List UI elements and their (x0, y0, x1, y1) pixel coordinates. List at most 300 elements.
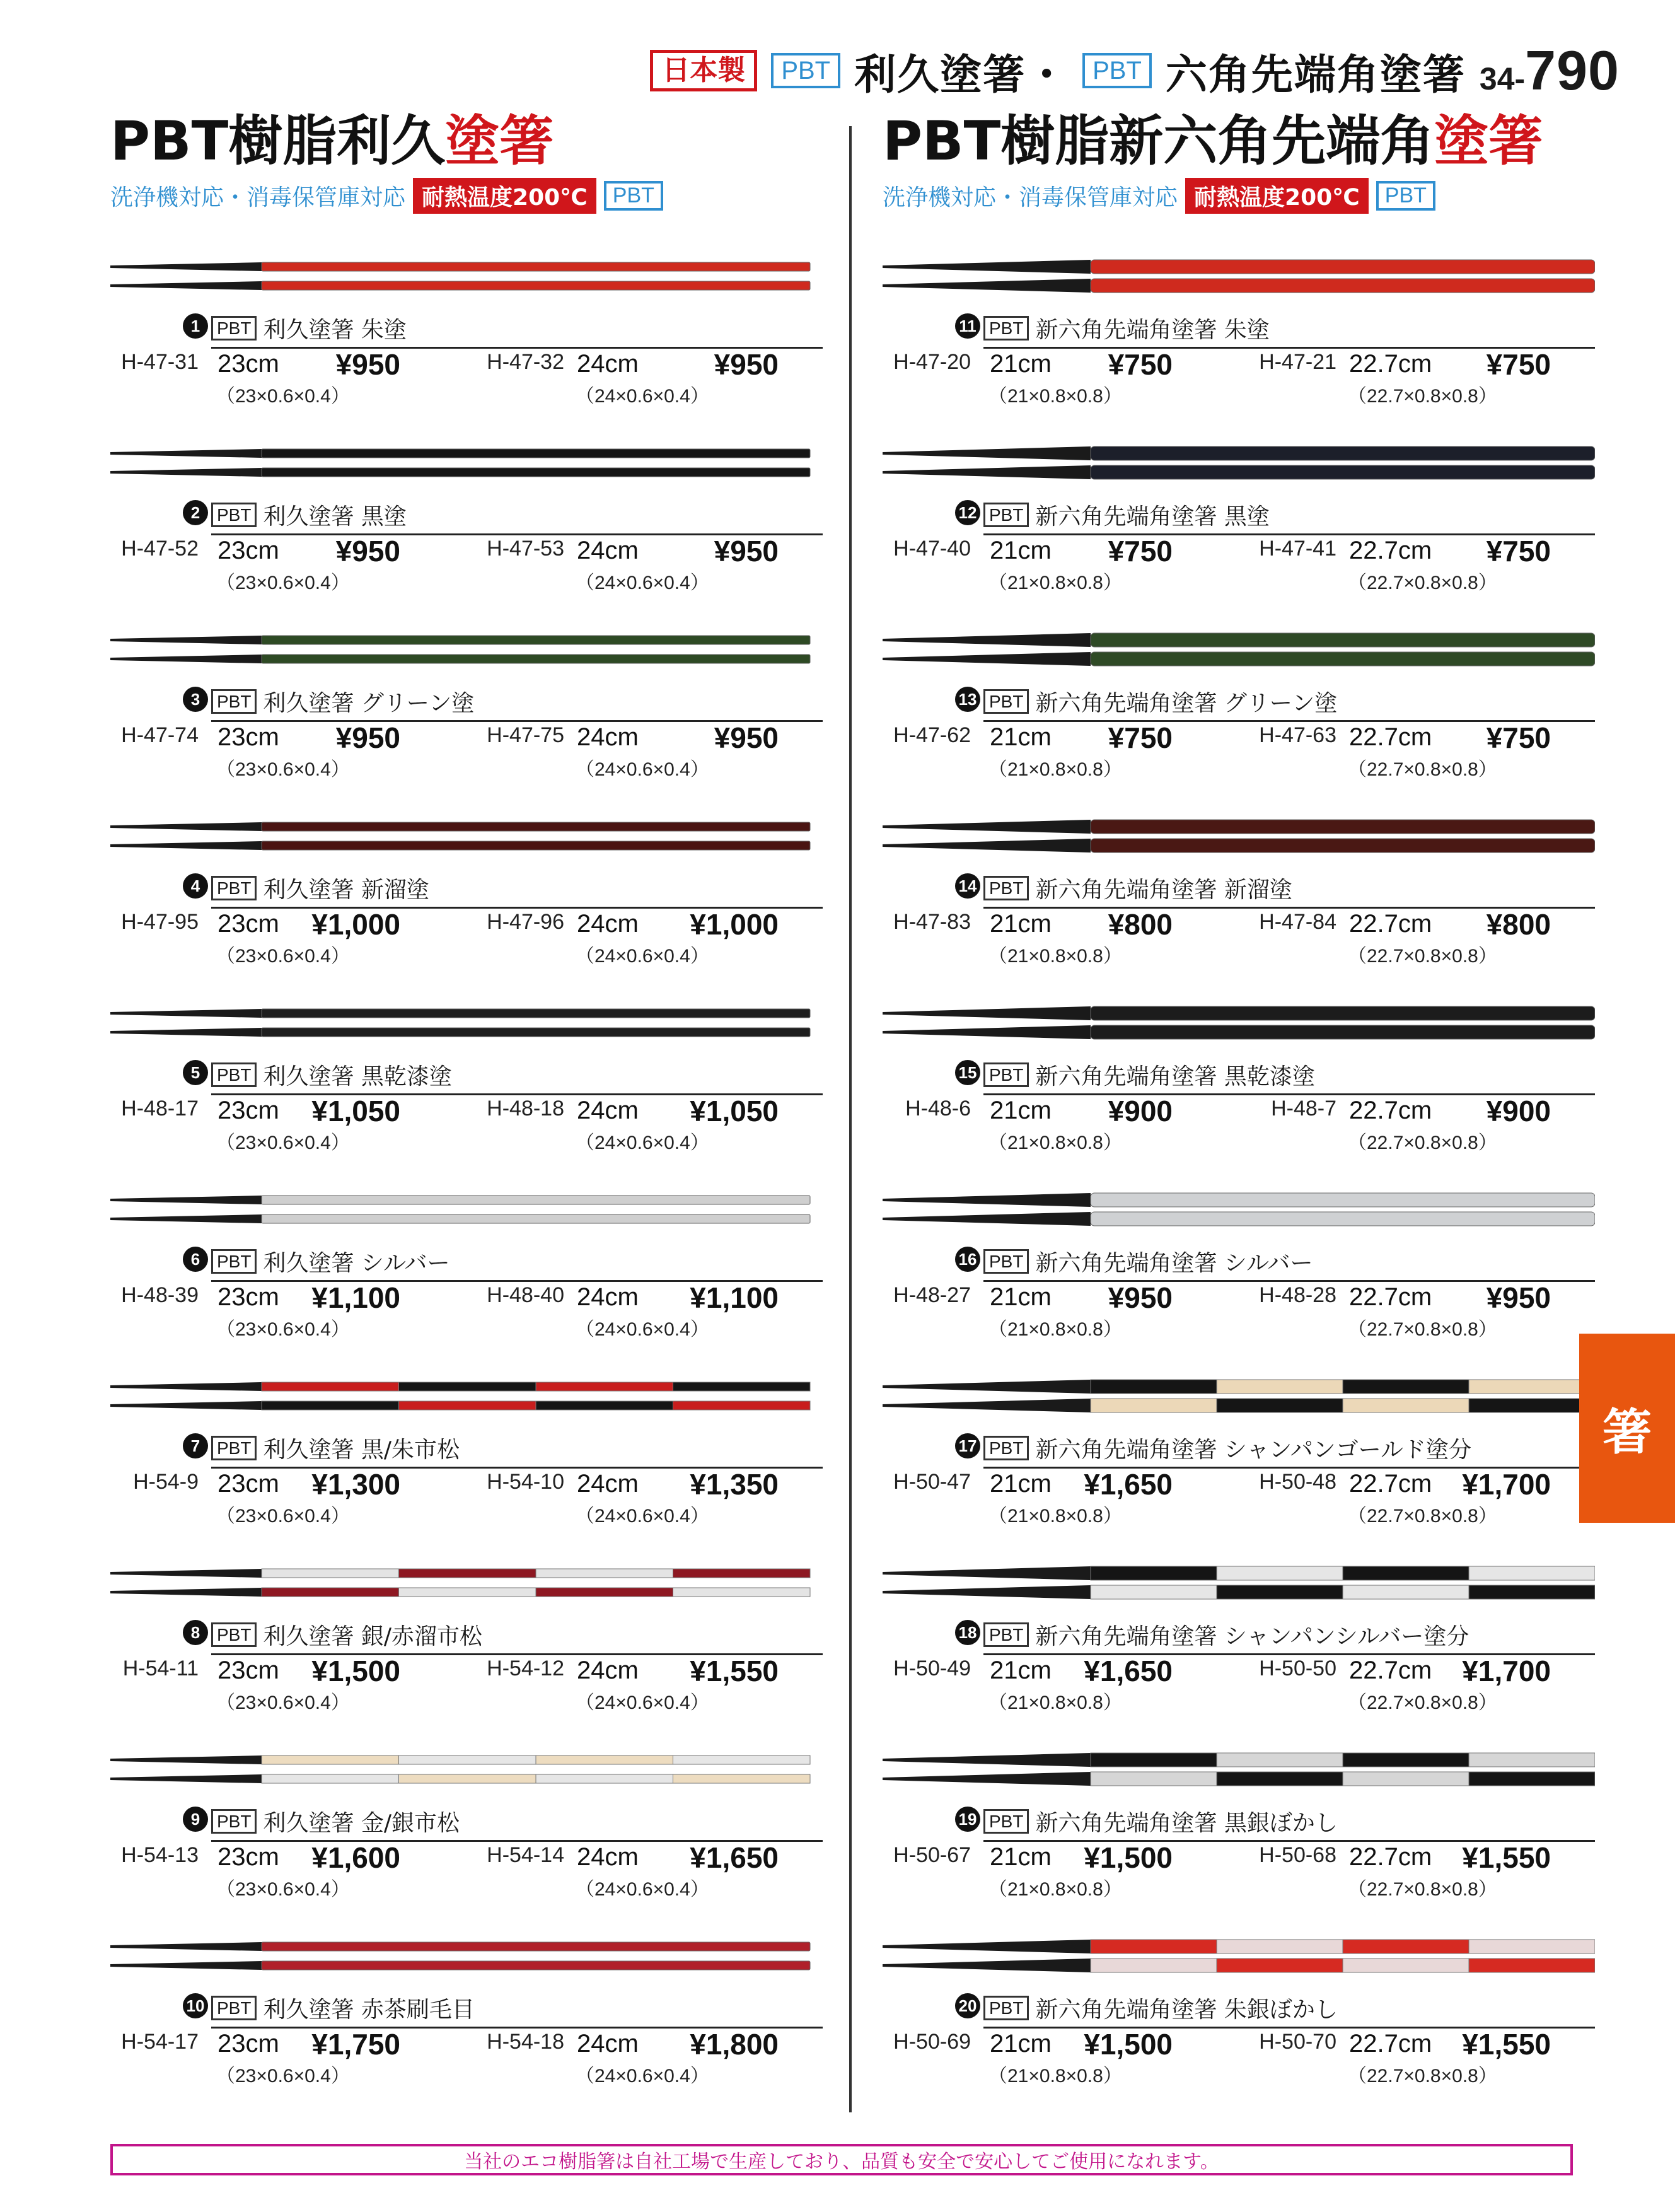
title-text: PBT樹脂利久 (110, 110, 446, 173)
item-number-badge: 15 (955, 1060, 980, 1085)
chopstick-tip (110, 1382, 262, 1391)
chopstick-segment (1343, 1585, 1469, 1599)
chopstick-body (262, 281, 810, 290)
product-variants (883, 1283, 1633, 1340)
product-length: 23cm (217, 1283, 279, 1311)
pbt-badge: PBT (1376, 181, 1435, 211)
product-price: ¥750 (1108, 721, 1173, 754)
chopstick-segment (536, 1401, 673, 1410)
chopstick-body (262, 636, 810, 644)
chopstick (883, 465, 1595, 479)
product-price: ¥1,550 (1462, 1841, 1551, 1874)
chopsticks-image (883, 255, 1595, 300)
pbt-tag: PBT (211, 876, 257, 901)
product-name-line (190, 312, 823, 349)
chopstick (110, 841, 810, 850)
product-length: 22.7cm (1349, 1097, 1432, 1124)
product-length: 21cm (990, 2030, 1052, 2058)
pbt-tag: PBT (983, 503, 1029, 528)
chopstick (883, 1193, 1595, 1207)
product-length: 23cm (217, 1097, 279, 1124)
chopstick-segment (1217, 1940, 1343, 1953)
product-dimensions: （24×0.6×0.4） (576, 2066, 709, 2087)
product-code: H-47-62 (893, 723, 971, 747)
pbt-tag: PBT (211, 1249, 257, 1274)
chopstick (110, 1569, 810, 1578)
chopstick (110, 822, 810, 831)
chopstick-body (1091, 839, 1595, 853)
product-price: ¥750 (1486, 721, 1551, 754)
product-item (883, 255, 1633, 442)
chopsticks-image (110, 1749, 823, 1793)
product-variants (883, 1097, 1633, 1153)
chopstick-body (262, 1196, 810, 1204)
chopstick (110, 449, 810, 458)
chopstick (110, 281, 810, 290)
product-name: 利久塗箸 シルバー (263, 1250, 450, 1276)
item-number-badge: 9 (183, 1807, 208, 1832)
product-length: 21cm (990, 1283, 1052, 1311)
product-dimensions: （21×0.8×0.8） (988, 1879, 1122, 1900)
chopstick-segment (673, 1588, 811, 1597)
chopstick (110, 1588, 810, 1597)
product-variants (110, 2030, 861, 2087)
product-dimensions: （23×0.6×0.4） (216, 1132, 350, 1153)
product-length: 22.7cm (1349, 2030, 1432, 2058)
product-price: ¥1,100 (690, 1281, 779, 1314)
chopstick-body (1091, 633, 1595, 647)
chopstick-segment (399, 1401, 536, 1410)
product-length: 21cm (990, 350, 1052, 378)
chopstick (883, 839, 1595, 853)
product-item (110, 1002, 861, 1189)
product-code: H-48-7 (1271, 1097, 1336, 1121)
chopstick-tip (883, 633, 1091, 647)
chopstick-body (1091, 1193, 1595, 1207)
product-item (110, 1189, 861, 1375)
product-variants (110, 1470, 861, 1527)
chopstick-tip (883, 1193, 1091, 1207)
product-price: ¥950 (335, 348, 400, 381)
product-item (883, 1002, 1633, 1189)
chopstick-tip (110, 822, 262, 831)
chopstick-body (1091, 279, 1595, 293)
product-variants (110, 537, 861, 593)
product-dimensions: （22.7×0.8×0.8） (1348, 1319, 1497, 1340)
product-code: H-48-28 (1259, 1283, 1336, 1307)
product-price: ¥800 (1108, 908, 1173, 941)
product-length: 23cm (217, 1656, 279, 1684)
product-item (110, 1935, 861, 2122)
item-number-badge: 18 (955, 1620, 980, 1645)
chopstick-tip (110, 1214, 262, 1223)
product-name: 新六角先端角塗箸 黒乾漆塗 (1035, 1064, 1315, 1090)
product-length: 23cm (217, 723, 279, 751)
chopstick-segment (1091, 1566, 1217, 1580)
pbt-tag: PBT (983, 1062, 1029, 1088)
product-price: ¥1,700 (1462, 1468, 1551, 1501)
right-features (883, 178, 1633, 214)
chopstick-segment (262, 1755, 399, 1764)
product-item (883, 1189, 1633, 1375)
chopstick-segment (1343, 1399, 1469, 1412)
product-price: ¥950 (714, 348, 779, 381)
pbt-tag: PBT (211, 316, 257, 341)
chopstick-body (262, 1028, 810, 1037)
product-item (883, 1375, 1633, 1562)
pbt-tag: PBT (983, 689, 1029, 714)
chopstick-segment (399, 1588, 536, 1597)
product-length: 22.7cm (1349, 1283, 1432, 1311)
chopstick (883, 446, 1595, 460)
chopsticks-image (883, 1749, 1595, 1793)
page-number-value: 790 (1525, 39, 1620, 102)
product-name: 利久塗箸 銀/赤溜市松 (263, 1624, 483, 1650)
product-price: ¥1,750 (311, 2028, 400, 2061)
product-code: H-54-18 (487, 2030, 564, 2054)
product-dimensions: （24×0.6×0.4） (576, 386, 709, 407)
chopstick-tip (110, 1401, 262, 1410)
product-name-line (190, 499, 823, 535)
chopstick-body (1091, 465, 1595, 479)
chopstick-segment (1217, 1959, 1343, 1972)
item-number-badge: 10 (183, 1993, 208, 2018)
product-price: ¥950 (714, 535, 779, 568)
chopstick-segment (673, 1755, 811, 1764)
product-dimensions: （24×0.6×0.4） (576, 759, 709, 780)
product-length: 24cm (577, 1843, 639, 1871)
chopstick-body (262, 468, 810, 477)
product-item (883, 1749, 1633, 1935)
product-price: ¥1,800 (690, 2028, 779, 2061)
chopstick-segment (1343, 1940, 1469, 1953)
chopstick-segment (1091, 1772, 1217, 1786)
chopstick-tip (883, 1399, 1091, 1412)
chopstick-body (1091, 820, 1595, 834)
chopstick (110, 1961, 810, 1970)
product-length: 22.7cm (1349, 350, 1432, 378)
chopstick-tip (883, 1772, 1091, 1786)
product-dimensions: （23×0.6×0.4） (216, 386, 350, 407)
chopstick-segment (1091, 1753, 1217, 1767)
chopsticks-image (883, 1002, 1595, 1046)
product-length: 24cm (577, 1283, 639, 1311)
product-code: H-47-41 (1259, 537, 1336, 561)
chopstick (883, 1399, 1595, 1412)
product-price: ¥950 (335, 721, 400, 754)
product-price: ¥1,050 (690, 1095, 779, 1127)
product-name: 新六角先端角塗箸 シャンパンゴールド塗分 (1035, 1437, 1471, 1463)
product-price: ¥1,000 (311, 908, 400, 941)
product-name: 利久塗箸 新溜塗 (263, 877, 429, 903)
product-name: 新六角先端角塗箸 朱銀ぼかし (1035, 1997, 1338, 2023)
product-variants (883, 723, 1633, 780)
pbt-tag: PBT (983, 876, 1029, 901)
product-name-line (958, 1992, 1595, 2029)
chopstick-tip (883, 652, 1091, 666)
product-code: H-48-6 (905, 1097, 971, 1121)
chopsticks-image (883, 629, 1595, 673)
pbt-tag: PBT (211, 1996, 257, 2021)
product-name: 利久塗箸 黒塗 (263, 504, 407, 530)
chopstick-segment (1343, 1753, 1469, 1767)
product-dimensions: （21×0.8×0.8） (988, 759, 1122, 780)
product-code: H-54-14 (487, 1843, 564, 1867)
chopstick-segment (1469, 1940, 1595, 1953)
chopstick-tip (883, 260, 1091, 274)
left-column-title (110, 110, 861, 173)
chopstick-segment (1091, 1399, 1217, 1412)
product-name-line (959, 312, 1595, 349)
item-number-badge: 14 (955, 873, 980, 899)
chopstick-segment (1469, 1753, 1595, 1767)
chopsticks-image (110, 1935, 823, 1979)
product-length: 23cm (217, 1470, 279, 1498)
chopstick-segment (262, 1588, 399, 1597)
chopstick-segment (1091, 1940, 1217, 1953)
product-price: ¥950 (1486, 1281, 1551, 1314)
chopstick-body (1091, 446, 1595, 460)
product-length: 24cm (577, 537, 639, 564)
chopstick-segment (1217, 1566, 1343, 1580)
product-price: ¥1,550 (690, 1655, 779, 1687)
chopstick (110, 1401, 810, 1410)
product-dimensions: （22.7×0.8×0.8） (1348, 946, 1497, 967)
product-dimensions: （23×0.6×0.4） (216, 759, 350, 780)
pbt-tag: PBT (211, 1809, 257, 1834)
pbt-badge: PBT (771, 53, 840, 88)
chopstick (883, 1753, 1595, 1767)
chopstick-segment (1469, 1772, 1595, 1786)
features-text: 洗浄機対応・消毒保管庫対応 (110, 184, 406, 211)
left-column (110, 110, 861, 2087)
product-price: ¥750 (1108, 348, 1173, 381)
product-code: H-50-49 (893, 1656, 971, 1680)
product-item (110, 1749, 861, 1935)
chopstick-segment (536, 1774, 673, 1783)
left-features (110, 178, 861, 214)
product-item (110, 815, 861, 1002)
chopsticks-image (110, 1002, 823, 1046)
pbt-tag: PBT (983, 1436, 1029, 1461)
product-price: ¥1,500 (1084, 2028, 1173, 2061)
pbt-tag: PBT (211, 1062, 257, 1088)
product-dimensions: （22.7×0.8×0.8） (1348, 1506, 1497, 1527)
page-prefix: 34- (1479, 61, 1526, 96)
chopstick (110, 1214, 810, 1223)
product-dimensions: （24×0.6×0.4） (576, 946, 709, 967)
product-name: 新六角先端角塗箸 黒銀ぼかし (1035, 1810, 1338, 1836)
product-code: H-50-70 (1259, 2030, 1336, 2054)
product-name-line (186, 1992, 823, 2029)
product-code: H-54-9 (133, 1470, 199, 1494)
product-length: 23cm (217, 1843, 279, 1871)
product-code: H-47-53 (487, 537, 564, 561)
product-code: H-50-69 (893, 2030, 971, 2054)
product-length: 21cm (990, 1097, 1052, 1124)
chopstick-tip (883, 465, 1091, 479)
product-name: 利久塗箸 赤茶刷毛目 (263, 1997, 475, 2023)
chopstick (110, 1382, 810, 1391)
product-length: 22.7cm (1349, 1470, 1432, 1498)
chopstick-segment (536, 1588, 673, 1597)
product-name: 新六角先端角塗箸 新溜塗 (1035, 877, 1292, 903)
product-item (110, 255, 861, 442)
product-price: ¥1,700 (1462, 1655, 1551, 1687)
product-variants (110, 723, 861, 780)
product-price: ¥900 (1108, 1095, 1173, 1127)
product-length: 21cm (990, 1843, 1052, 1871)
product-length: 23cm (217, 537, 279, 564)
chopsticks-image (110, 1375, 823, 1419)
item-number-badge: 13 (955, 687, 980, 712)
product-price: ¥1,650 (690, 1841, 779, 1874)
chopstick-segment (1343, 1380, 1469, 1394)
product-price: ¥950 (714, 721, 779, 754)
chopstick-tip (110, 468, 262, 477)
pbt-tag: PBT (983, 1996, 1029, 2021)
chopstick-segment (1469, 1566, 1595, 1580)
product-name-line (958, 1619, 1595, 1655)
chopstick (883, 279, 1595, 293)
chopstick-tip (110, 655, 262, 663)
product-code: H-50-68 (1259, 1843, 1336, 1867)
product-dimensions: （23×0.6×0.4） (216, 573, 350, 593)
heat-resistance-badge: 耐熱温度200℃ (413, 178, 596, 214)
product-dimensions: （24×0.6×0.4） (576, 1879, 709, 1900)
product-name: 利久塗箸 黒乾漆塗 (263, 1064, 452, 1090)
pbt-tag: PBT (211, 1436, 257, 1461)
chopstick (883, 260, 1595, 274)
chopsticks-image (883, 1189, 1595, 1233)
product-length: 23cm (217, 910, 279, 938)
chopstick (110, 1755, 810, 1764)
product-length: 22.7cm (1349, 910, 1432, 938)
product-variants (110, 1843, 861, 1900)
product-dimensions: （21×0.8×0.8） (988, 2066, 1122, 2087)
chopstick (883, 820, 1595, 834)
chopstick-segment (673, 1401, 811, 1410)
title-text: PBT樹脂新六角先端角 (883, 110, 1435, 173)
pbt-tag: PBT (983, 316, 1029, 341)
product-variants (883, 1470, 1633, 1527)
product-variants (110, 1283, 861, 1340)
chopstick-body (262, 1961, 810, 1970)
product-variants (110, 1097, 861, 1153)
product-dimensions: （24×0.6×0.4） (576, 573, 709, 593)
product-dimensions: （22.7×0.8×0.8） (1348, 759, 1497, 780)
footer-note: 当社のエコ樹脂箸は自社工場で生産しており、品質も安全で安心してご使用になれます。 (110, 2144, 1573, 2175)
chopstick-tip (110, 262, 262, 271)
product-name-line (190, 1432, 823, 1469)
product-dimensions: （22.7×0.8×0.8） (1348, 573, 1497, 593)
chopstick-tip (883, 1006, 1091, 1020)
chopstick-segment (1217, 1585, 1343, 1599)
product-name: 利久塗箸 朱塗 (263, 317, 407, 343)
product-name-line (190, 1245, 823, 1282)
chopstick-segment (1469, 1380, 1595, 1394)
chopstick (883, 1772, 1595, 1786)
chopstick (883, 1566, 1595, 1580)
product-name-line (958, 499, 1595, 535)
product-price: ¥1,550 (1462, 2028, 1551, 2061)
chopstick-tip (883, 839, 1091, 853)
product-price: ¥1,650 (1084, 1468, 1173, 1501)
chopstick-segment (1217, 1772, 1343, 1786)
chopstick-body (1091, 260, 1595, 274)
chopstick-body (1091, 1025, 1595, 1039)
product-code: H-48-17 (121, 1097, 199, 1121)
page-header (650, 39, 1620, 102)
product-length: 24cm (577, 1470, 639, 1498)
product-dimensions: （23×0.6×0.4） (216, 1319, 350, 1340)
product-dimensions: （23×0.6×0.4） (216, 1506, 350, 1527)
chopstick-tip (883, 1025, 1091, 1039)
item-number-badge: 1 (183, 313, 208, 339)
chopstick-tip (110, 841, 262, 850)
item-number-badge: 8 (183, 1620, 208, 1645)
chopstick-tip (110, 1961, 262, 1970)
chopsticks-image (883, 1375, 1595, 1419)
product-dimensions: （21×0.8×0.8） (988, 1506, 1122, 1527)
chopstick-body (262, 1214, 810, 1223)
product-dimensions: （24×0.6×0.4） (576, 1132, 709, 1153)
chopstick-segment (262, 1569, 399, 1578)
product-code: H-47-96 (487, 910, 564, 934)
product-item (883, 442, 1633, 629)
chopstick (883, 1585, 1595, 1599)
product-name: 利久塗箸 グリーン塗 (263, 690, 475, 716)
product-length: 22.7cm (1349, 723, 1432, 751)
product-dimensions: （21×0.8×0.8） (988, 1319, 1122, 1340)
chopstick-segment (1469, 1399, 1595, 1412)
chopsticks-image (883, 815, 1595, 859)
chopsticks-image (110, 1189, 823, 1233)
product-item (110, 1562, 861, 1749)
product-code: H-48-18 (487, 1097, 564, 1121)
chopstick-tip (883, 820, 1091, 834)
chopstick-body (262, 841, 810, 850)
chopstick-tip (883, 279, 1091, 293)
chopstick (110, 1942, 810, 1951)
chopstick-segment (1469, 1585, 1595, 1599)
product-code: H-47-95 (121, 910, 199, 934)
product-length: 24cm (577, 723, 639, 751)
product-dimensions: （21×0.8×0.8） (988, 1132, 1122, 1153)
product-code: H-47-31 (121, 350, 199, 374)
chopsticks-image (110, 442, 823, 486)
chopstick-segment (1217, 1753, 1343, 1767)
pbt-badge: PBT (1082, 53, 1152, 88)
chopstick-body (262, 1009, 810, 1018)
product-dimensions: （24×0.6×0.4） (576, 1319, 709, 1340)
chopstick (883, 1212, 1595, 1226)
product-code: H-50-48 (1259, 1470, 1336, 1494)
chopstick-segment (673, 1774, 811, 1783)
product-item (883, 629, 1633, 815)
chopstick-segment (673, 1382, 811, 1391)
product-dimensions: （23×0.6×0.4） (216, 1692, 350, 1713)
chopstick-tip (110, 449, 262, 458)
product-length: 21cm (990, 723, 1052, 751)
product-name: 新六角先端角塗箸 シルバー (1035, 1250, 1313, 1276)
product-length: 21cm (990, 1656, 1052, 1684)
product-length: 21cm (990, 910, 1052, 938)
product-name-line (958, 685, 1595, 722)
product-code: H-50-47 (893, 1470, 971, 1494)
item-number-badge: 11 (955, 313, 980, 339)
product-price: ¥1,050 (311, 1095, 400, 1127)
